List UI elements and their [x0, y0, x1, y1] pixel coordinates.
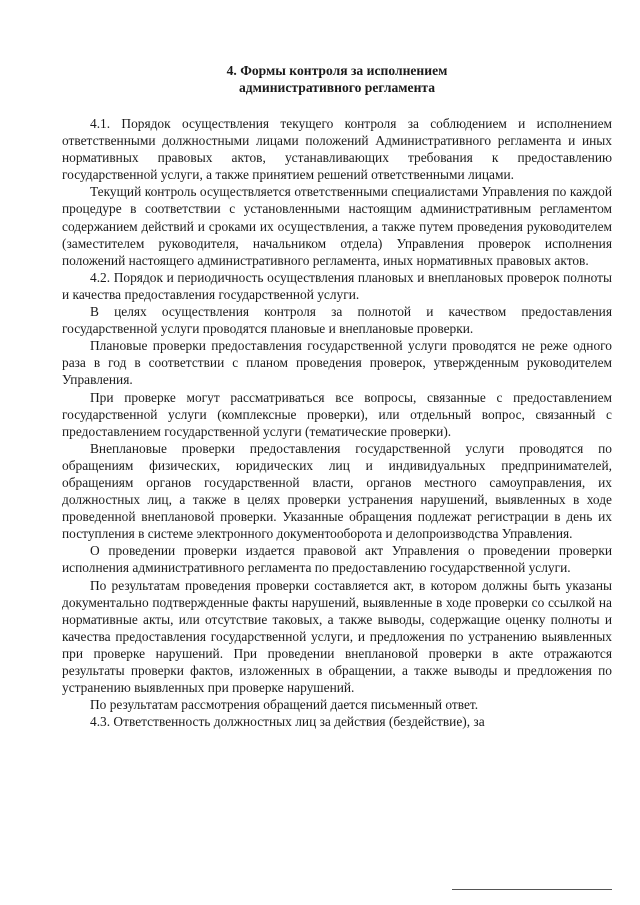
paragraph-check-order: О проведении проверки издается правовой акт Управления о проведении проверки исполнения административного регламента по предоставлению государственной услуги.	[62, 543, 612, 576]
paragraph-control-purpose: В целях осуществления контроля за полнотой и качеством предоставления государственной услуги проводятся плановые и внеплановые проверки.	[62, 304, 612, 337]
paragraph-check-results: По результатам проведения проверки составляется акт, в котором должны быть указаны документально подтвержденные факты нарушений, выявленные в ходе проверки со ссылкой на нормативные акты, или отсутствие таковых, а также выводы, содержащие оценку полноты и качества предоставления государственной услуги, и предложения по устранению выявленных при проверке нарушений. При проведении внеплановой проверки в акте отражаются результаты проверки фактов, изложенных в обращении, а также выводы и предложения по устранению выявленных при проверке нарушений.	[62, 577, 612, 696]
section-title	[62, 62, 612, 96]
paragraph-current-control: Текущий контроль осуществляется ответственными специалистами Управления по каждой процедуре в соответствии с установленными настоящим административным регламентом содержанием действий и сроками их осуществления, а также путем проведения руководителем (заместителем руководителя, начальником отдела) Управления проверок исполнения положений настоящего административного регламента, иных нормативных правовых актов.	[62, 184, 612, 268]
paragraph-4-1: 4.1. Порядок осуществления текущего контроля за соблюдением и исполнением ответственными должностными лицами положений Административного регламента и иных нормативных правовых актов, устанавливающих требования к предоставлению государственной услуги, а также принятием решений ответственными лицами.	[62, 116, 612, 183]
paragraph-4-2: 4.2. Порядок и периодичность осуществления плановых и внеплановых проверок полноты и качества предоставления государственной услуги.	[62, 269, 612, 302]
paragraph-unplanned-checks: Внеплановые проверки предоставления государственной услуги проводятся по обращениям физических, юридических лиц и индивидуальных предпринимателей, обращениям органов государственной власти, органов местного самоуправления, их должностных лиц, а также в целях проверки устранения нарушений, выявленных в ходе проведенной внеплановой проверки. Указанные обращения подлежат регистрации в день их поступления в системе электронного документооборота и делопроизводства Управления.	[62, 440, 612, 542]
document-page	[62, 62, 612, 730]
footer-rule	[452, 889, 612, 890]
paragraph-check-scope: При проверке могут рассматриваться все вопросы, связанные с предоставлением государственной услуги (комплексные проверки), или отдельный вопрос, связанный с предоставлением государственной услуги (тематические проверки).	[62, 389, 612, 439]
document-body	[62, 115, 612, 730]
section-title-line-2: административного регламента	[238, 80, 436, 95]
paragraph-written-response: По результатам рассмотрения обращений дается письменный ответ.	[90, 697, 479, 713]
paragraph-4-3: 4.3. Ответственность должностных лиц за действия (бездействие), за	[90, 714, 485, 730]
paragraph-planned-checks: Плановые проверки предоставления государственной услуги проводятся не реже одного раза в год в соответствии с планом проведения проверок, утвержденным руководителем Управления.	[62, 338, 612, 388]
section-title-line-1: 4. Формы контроля за исполнением	[226, 63, 448, 78]
